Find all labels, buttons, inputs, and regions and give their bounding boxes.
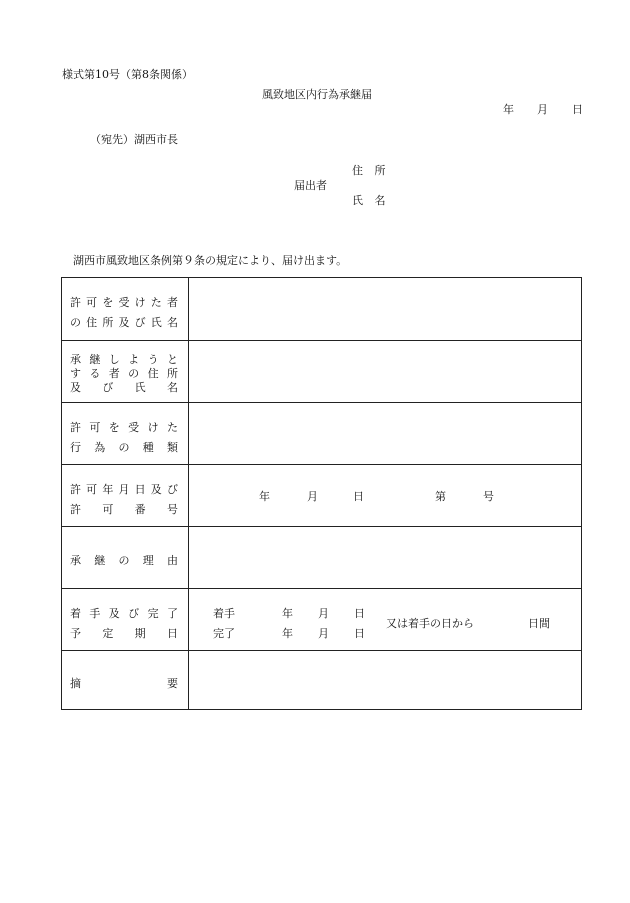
row-label-line: 着 手 及 び 完 了 bbox=[70, 607, 178, 620]
reason-input[interactable] bbox=[189, 527, 581, 588]
row-label-line: 予 定 期 日 bbox=[70, 627, 178, 640]
permit-dai: 第 bbox=[435, 490, 446, 503]
date-year: 年 bbox=[503, 103, 514, 116]
remarks-input[interactable] bbox=[189, 651, 581, 710]
row-schedule bbox=[62, 588, 581, 650]
row-label-line: 許 可 番 号 bbox=[70, 503, 178, 516]
row-label-line: の 住 所 及 び 氏 名 bbox=[70, 316, 178, 329]
permit-month: 月 bbox=[307, 490, 318, 503]
days-label: 日間 bbox=[528, 617, 550, 630]
end-year: 年 bbox=[282, 627, 293, 640]
successor-input[interactable] bbox=[189, 341, 581, 402]
addressee: （宛先）湖西市長 bbox=[90, 133, 178, 146]
row-label-line: 及 び 氏 名 bbox=[70, 381, 178, 394]
address-label: 住 所 bbox=[352, 164, 386, 177]
form-table bbox=[61, 277, 582, 710]
statement: 湖西市風致地区条例第９条の規定により、届け出ます。 bbox=[73, 254, 348, 267]
row-successor bbox=[62, 340, 581, 402]
name-label: 氏 名 bbox=[352, 194, 386, 207]
alt-start-text: 又は着手の日から bbox=[386, 617, 474, 630]
row-remarks bbox=[62, 650, 581, 710]
row-action-type bbox=[62, 402, 581, 464]
permit-day: 日 bbox=[353, 490, 364, 503]
date-day: 日 bbox=[572, 103, 583, 116]
row-permit-holder bbox=[62, 278, 581, 340]
form-number: 様式第10号（第8条関係） bbox=[62, 68, 193, 81]
permit-go: 号 bbox=[483, 490, 494, 503]
start-label: 着手 bbox=[213, 607, 235, 620]
end-day: 日 bbox=[354, 627, 365, 640]
start-day: 日 bbox=[354, 607, 365, 620]
row-label-line: 承 継 の 理 由 bbox=[70, 554, 178, 567]
date-month: 月 bbox=[537, 103, 548, 116]
start-month: 月 bbox=[318, 607, 329, 620]
row-label-line: 行 為 の 種 類 bbox=[70, 441, 178, 454]
row-permit-date-number bbox=[62, 464, 581, 526]
end-label: 完了 bbox=[213, 627, 235, 640]
action-type-input[interactable] bbox=[189, 403, 581, 464]
permit-holder-input[interactable] bbox=[189, 278, 581, 340]
row-reason bbox=[62, 526, 581, 588]
end-month: 月 bbox=[318, 627, 329, 640]
row-label-line: 許 可 年 月 日 及 び bbox=[70, 483, 178, 496]
row-label-line: 承 継 し よ う と bbox=[70, 353, 178, 366]
row-label-line: 許 可 を 受 け た 者 bbox=[70, 296, 178, 309]
permit-year: 年 bbox=[259, 490, 270, 503]
start-year: 年 bbox=[282, 607, 293, 620]
row-label-line: 摘 要 bbox=[70, 677, 178, 690]
row-label-line: 許 可 を 受 け た bbox=[70, 421, 178, 434]
notifier-label: 届出者 bbox=[294, 179, 327, 192]
form-title: 風致地区内行為承継届 bbox=[262, 88, 372, 101]
row-label-line: す る 者 の 住 所 bbox=[70, 367, 178, 380]
